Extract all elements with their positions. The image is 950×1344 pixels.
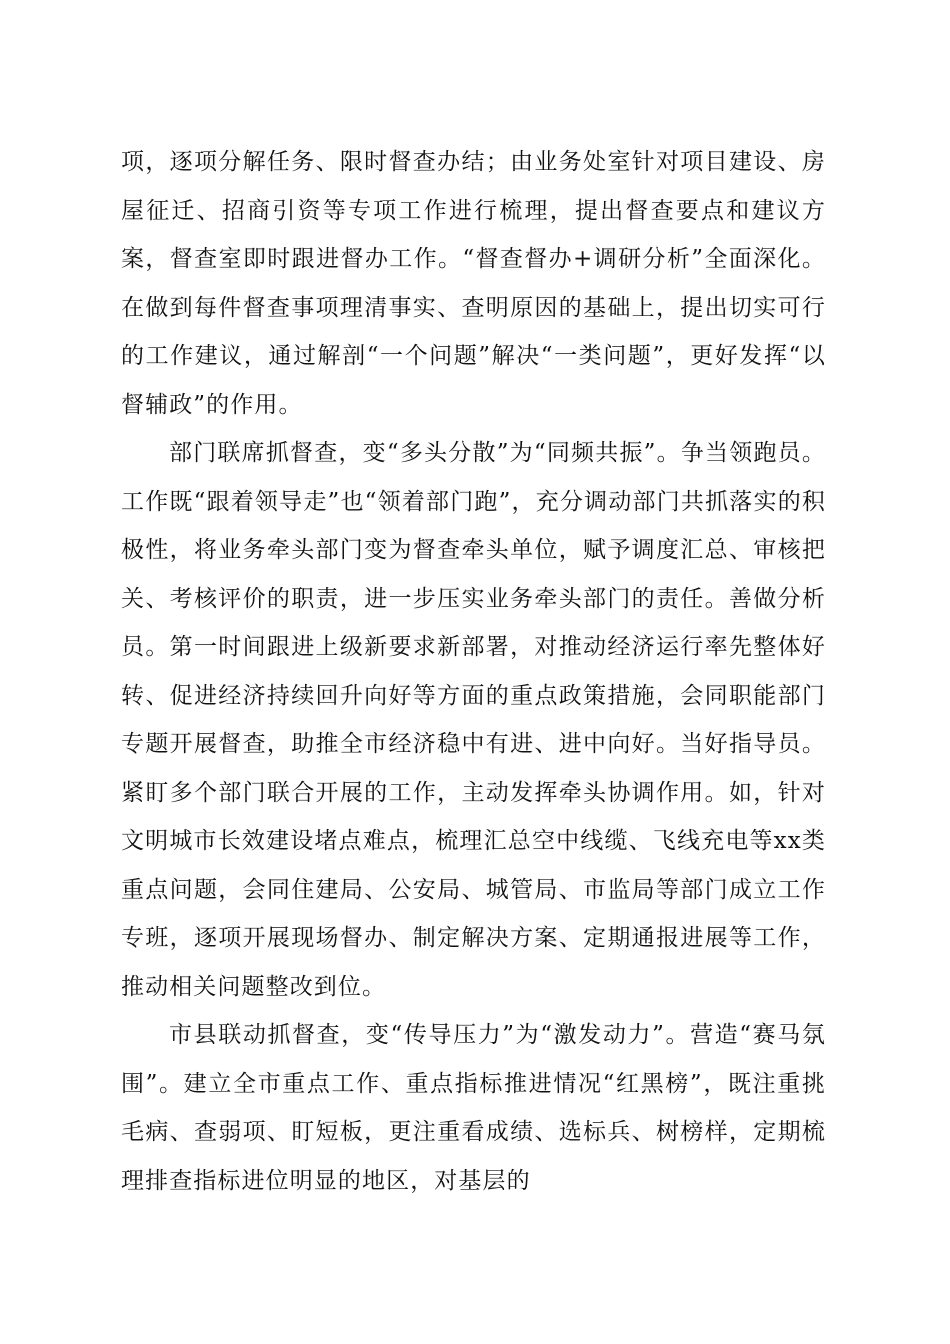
- document-body: [121, 138, 826, 1205]
- paragraph-department-joint-supervision: 部门联席抓督查，变“多头分散”为“同频共振”。争当领跑员。工作既“跟着领导走”也“领着部门跑”，充分调动部门共抓落实的积极性，将业务牵头部门变为督查牵头单位，赋予调度汇总、审核把关、考核评价的职责，进一步压实业务牵头部门的责任。善做分析员。第一时间跟进上级新要求新部署，对推动经济运行率先整体好转、促进经济持续回升向好等方面的重点政策措施，会同职能部门专题开展督查，助推全市经济稳中有进、进中向好。当好指导员。紧盯多个部门联合开展的工作，主动发挥牵头协调作用。如，针对文明城市长效建设堵点难点，梳理汇总空中线缆、飞线充电等xx类重点问题，会同住建局、公安局、城管局、市监局等部门成立工作专班，逐项开展现场督办、制定解决方案、定期通报进展等工作，推动相关问题整改到位。: [121, 440, 826, 1000]
- paragraph-city-county-linkage: 市县联动抓督查，变“传导压力”为“激发动力”。营造“赛马氛围”。建立全市重点工作、重点指标推进情况“红黑榜”，既注重挑毛病、查弱项、盯短板，更注重看成绩、选标兵、树榜样，定期梳理排查指标进位明显的地区，对基层的: [121, 1022, 826, 1194]
- paragraph-supervision-methods: 项，逐项分解任务、限时督查办结；由业务处室针对项目建设、房屋征迁、招商引资等专项工作进行梳理，提出督查要点和建议方案，督查室即时跟进督办工作。“督查督办+调研分析”全面深化。在做到每件督查事项理清事实、查明原因的基础上，提出切实可行的工作建议，通过解剖“一个问题”解决“一类问题”，更好发挥“以督辅政”的作用。: [121, 149, 826, 418]
